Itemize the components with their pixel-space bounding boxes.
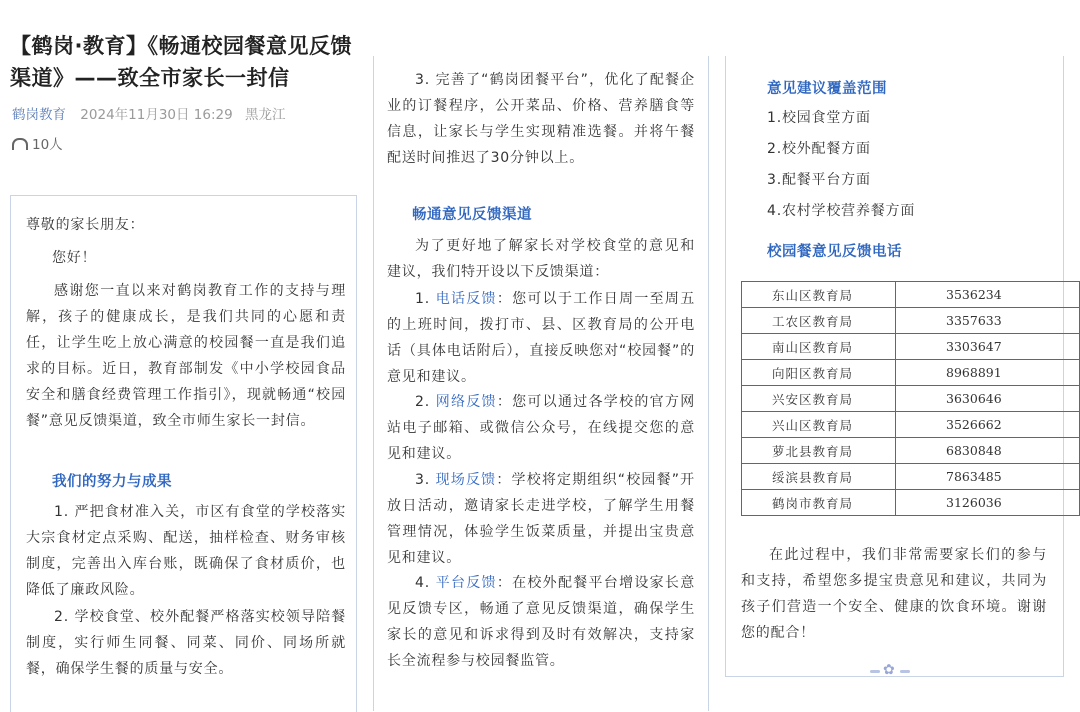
channel-online [387, 389, 695, 467]
bureau-name: 向阳区教育局 [742, 360, 896, 386]
table-row [742, 412, 1080, 438]
publish-region: 黑龙江 [245, 107, 286, 123]
article-meta [12, 103, 294, 123]
scope-item: 2.校外配餐方面 [767, 141, 871, 157]
closing-paragraph: 在此过程中，我们非常需要家长们的参与和支持，希望您多提宝贵意见和建议，共同为孩子们营造一个安全、健康的饮食环境。谢谢您的配合！ [741, 547, 1047, 641]
bureau-name: 东山区教育局 [742, 282, 896, 308]
bureau-phone: 7863485 [896, 464, 1080, 490]
effort-item-2: 2. 学校食堂、校外配餐严格落实校领导陪餐制度，实行师生同餐、同菜、同价、同场所就餐，确保学生餐的质量与安全。 [26, 609, 346, 677]
bureau-phone: 3536234 [896, 282, 1080, 308]
bureau-name: 兴山区教育局 [742, 412, 896, 438]
channel-num: 2. [415, 394, 436, 410]
source-account-link[interactable]: 鹤岗教育 [12, 107, 66, 123]
channel-phone [387, 286, 695, 390]
channel-label-onsite: 现场反馈 [435, 472, 497, 488]
intro-paragraph: 感谢您一直以来对鹤岗教育工作的支持与理解，孩子的健康成长，是我们共同的心愿和责任，让学生吃上放心满意的校园餐一直是我们追求的目标。近日，教育部制发《中小学校园食品安全和膳食经费管理工作指引》，现就畅通“校园餐”意见反馈渠道，致全市师生家长一封信。 [26, 283, 346, 429]
table-row [742, 464, 1080, 490]
effort-item-3: 3. 完善了“鹤岗团餐平台”，优化了配餐企业的订餐程序，公开菜品、价格、营养膳食等信息，让家长与学生实现精准选餐。并将午餐配送时间推迟了30分钟以上。 [387, 72, 695, 166]
channel-label-platform: 平台反馈 [435, 575, 497, 591]
table-row [742, 386, 1080, 412]
flower-ornament-icon: ✿ [883, 662, 895, 678]
channel-num: 1. [415, 291, 436, 307]
channel-num: 3. [415, 472, 436, 488]
channel-platform [387, 570, 695, 674]
phone-heading: 校园餐意见反馈电话 [767, 244, 902, 260]
scope-heading: 意见建议覆盖范围 [767, 81, 887, 97]
channel-text: ：您可以通过各学校的官方网站电子邮箱、或微信公众号，在线提交您的意见和建议。 [387, 394, 695, 462]
page-title: 【鹤岗·教育】《畅通校园餐意见反馈渠道》——致全市家长一封信 [10, 34, 352, 90]
scope-item: 1.校园食堂方面 [767, 110, 871, 126]
phone-table [741, 281, 1080, 516]
divider-right [900, 670, 910, 673]
bureau-phone: 3630646 [896, 386, 1080, 412]
bureau-phone: 3126036 [896, 490, 1080, 516]
channel-label-phone: 电话反馈 [435, 291, 497, 307]
effort-item-1: 1. 严把食材准入关，市区有食堂的学校落实大宗食材定点采购、配送，抽样检查、财务审核制度，完善出入库台账，既确保了食材质价，也降低了廉政风险。 [26, 504, 346, 598]
listen-count-text: 10人 [32, 137, 63, 153]
publish-date: 2024年11月30日 16:29 [80, 107, 233, 123]
table-row [742, 334, 1080, 360]
table-row [742, 438, 1080, 464]
efforts-heading: 我们的努力与成果 [52, 474, 172, 490]
bureau-name: 工农区教育局 [742, 308, 896, 334]
listen-count[interactable] [12, 133, 63, 153]
salutation: 尊敬的家长朋友： [26, 217, 145, 233]
bureau-name: 兴安区教育局 [742, 386, 896, 412]
bureau-phone: 8968891 [896, 360, 1080, 386]
bureau-name: 萝北县教育局 [742, 438, 896, 464]
scope-item: 3.配餐平台方面 [767, 172, 871, 188]
channels-heading: 畅通意见反馈渠道 [412, 207, 532, 223]
table-row [742, 490, 1080, 516]
bureau-name: 绥滨县教育局 [742, 464, 896, 490]
channel-text: ：学校将定期组织“校园餐”开放日活动，邀请家长走进学校，了解学生用餐管理情况，体验学生饭菜质量，并提出宝贵意见和建议。 [387, 472, 695, 566]
scope-item: 4.农村学校营养餐方面 [767, 203, 916, 219]
channel-text: ：您可以于工作日周一至周五的上班时间，拨打市、县、区教育局的公开电话（具体电话附后），直接反映您对“校园餐”的意见和建议。 [387, 291, 695, 385]
channel-label-online: 网络反馈 [435, 394, 497, 410]
bureau-name: 鹤岗市教育局 [742, 490, 896, 516]
bureau-phone: 3526662 [896, 412, 1080, 438]
divider-left [870, 670, 880, 673]
channel-onsite [387, 467, 695, 571]
greeting: 您好！ [52, 250, 97, 266]
bureau-name: 南山区教育局 [742, 334, 896, 360]
bureau-phone: 6830848 [896, 438, 1080, 464]
channels-intro: 为了更好地了解家长对学校食堂的意见和建议，我们特开设以下反馈渠道： [387, 238, 695, 280]
channel-text: ：在校外配餐平台增设家长意见反馈专区，畅通了意见反馈渠道，确保学生家长的意见和诉求得到及时有效解决，支持家长全流程参与校园餐监管。 [387, 575, 695, 669]
channel-num: 4. [415, 575, 436, 591]
table-row [742, 282, 1080, 308]
bureau-phone: 3357633 [896, 308, 1080, 334]
table-row [742, 360, 1080, 386]
bureau-phone: 3303647 [896, 334, 1080, 360]
headphones-icon [12, 138, 28, 150]
table-row [742, 308, 1080, 334]
